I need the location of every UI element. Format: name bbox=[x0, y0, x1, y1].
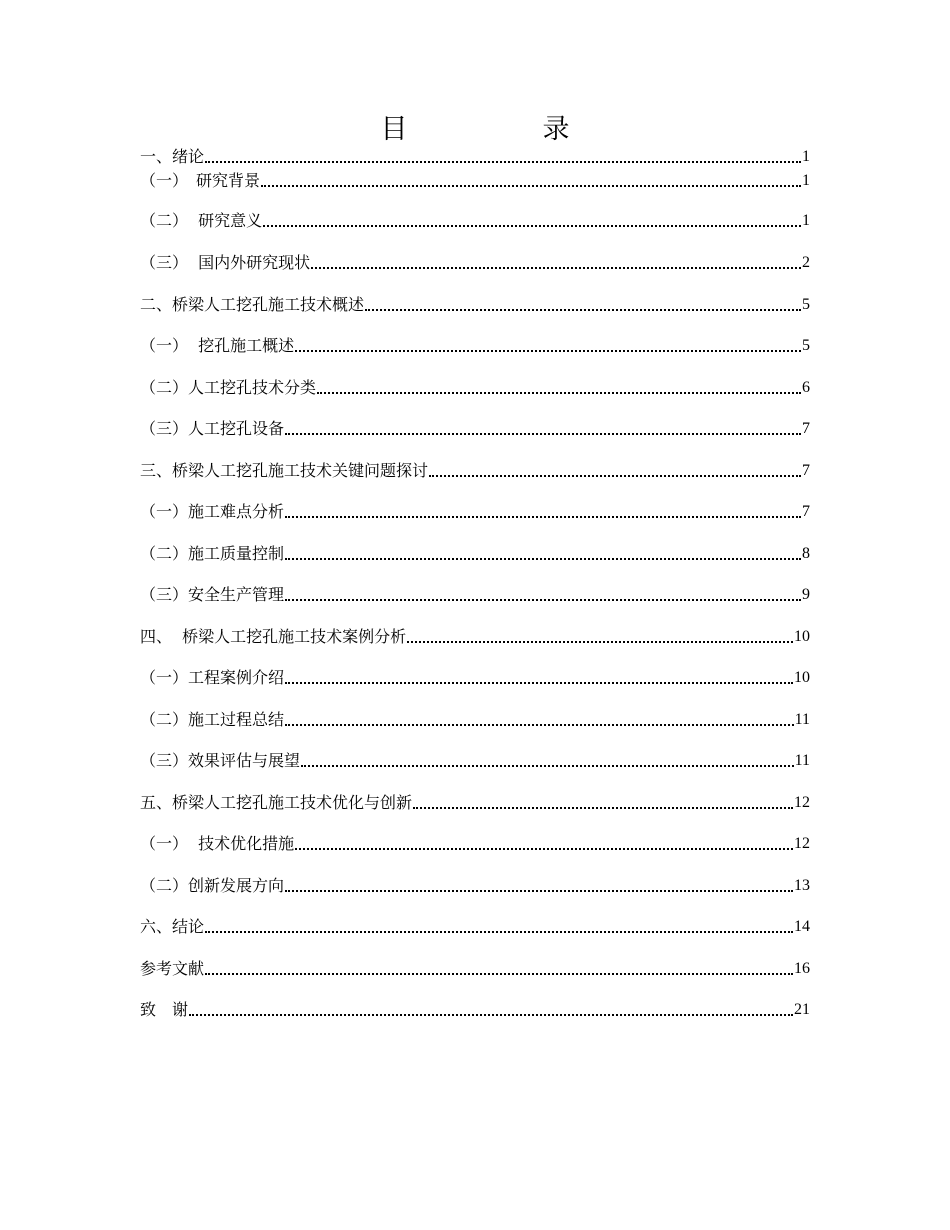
toc-entry-label: （二） 研究意义 bbox=[140, 211, 263, 230]
toc-dot-leader bbox=[284, 667, 794, 689]
toc-entry-page-number: 1 bbox=[802, 212, 810, 229]
toc-entry[interactable] bbox=[140, 170, 810, 192]
toc-entry[interactable] bbox=[140, 501, 810, 523]
toc-entry[interactable] bbox=[140, 792, 810, 814]
toc-dot-leader bbox=[204, 958, 794, 980]
toc-entry[interactable] bbox=[140, 667, 810, 689]
toc-entry-page-number: 11 bbox=[794, 752, 810, 769]
toc-entry[interactable] bbox=[140, 999, 810, 1021]
toc-entry[interactable] bbox=[140, 460, 810, 482]
toc-dot-leader bbox=[284, 418, 802, 440]
toc-entry-page-number: 12 bbox=[794, 794, 810, 811]
toc-entry[interactable] bbox=[140, 916, 810, 938]
toc-dot-leader bbox=[300, 750, 795, 772]
toc-entry-page-number: 21 bbox=[794, 1001, 810, 1018]
toc-entry-label: （一）工程案例介绍 bbox=[140, 668, 285, 687]
toc-entry-label: 一、绪论 bbox=[140, 147, 205, 166]
toc-dot-leader bbox=[284, 584, 802, 606]
toc-dot-leader bbox=[188, 999, 794, 1021]
toc-dot-leader bbox=[284, 709, 795, 731]
toc-entry[interactable] bbox=[140, 584, 810, 606]
toc-entry[interactable] bbox=[140, 210, 810, 232]
toc-entry-label: （二）施工过程总结 bbox=[140, 710, 285, 729]
toc-entry-page-number: 7 bbox=[802, 420, 810, 437]
toc-entry-page-number: 6 bbox=[802, 379, 810, 396]
toc-entry[interactable] bbox=[140, 146, 810, 168]
toc-entry-page-number: 1 bbox=[802, 148, 810, 165]
toc-entry[interactable] bbox=[140, 252, 810, 274]
toc-dot-leader bbox=[204, 916, 794, 938]
toc-entry[interactable] bbox=[140, 543, 810, 565]
toc-entry-page-number: 12 bbox=[794, 835, 810, 852]
toc-entry-label: （一） 挖孔施工概述 bbox=[140, 336, 295, 355]
toc-title: 目 录 bbox=[380, 114, 624, 145]
toc-entry-page-number: 5 bbox=[802, 337, 810, 354]
toc-entry-page-number: 10 bbox=[794, 669, 810, 686]
toc-dot-leader bbox=[310, 252, 802, 274]
toc-entry-label: 三、桥梁人工挖孔施工技术关键问题探讨 bbox=[140, 461, 429, 480]
toc-dot-leader bbox=[294, 335, 802, 357]
toc-dot-leader bbox=[284, 501, 802, 523]
toc-entry-page-number: 2 bbox=[802, 254, 810, 271]
toc-entry[interactable] bbox=[140, 335, 810, 357]
toc-entry-page-number: 7 bbox=[802, 462, 810, 479]
toc-entry-label: 四、 桥梁人工挖孔施工技术案例分析 bbox=[140, 627, 407, 646]
toc-entry-label: 参考文献 bbox=[140, 959, 205, 978]
toc-dot-leader bbox=[260, 170, 802, 192]
toc-entry[interactable] bbox=[140, 750, 810, 772]
toc-entry[interactable] bbox=[140, 294, 810, 316]
toc-dot-leader bbox=[428, 460, 802, 482]
toc-dot-leader bbox=[294, 833, 794, 855]
toc-dot-leader bbox=[406, 626, 794, 648]
toc-entry-page-number: 16 bbox=[794, 960, 810, 977]
toc-entry[interactable] bbox=[140, 833, 810, 855]
toc-entry-label: （一） 技术优化措施 bbox=[140, 834, 295, 853]
toc-entry-label: 致 谢 bbox=[140, 1000, 189, 1019]
toc-entry-label: （二）人工挖孔技术分类 bbox=[140, 378, 317, 397]
toc-entry-label: 五、桥梁人工挖孔施工技术优化与创新 bbox=[140, 793, 413, 812]
toc-dot-leader bbox=[284, 543, 802, 565]
toc-entry-label: 二、桥梁人工挖孔施工技术概述 bbox=[140, 295, 365, 314]
toc-dot-leader bbox=[204, 146, 802, 168]
toc-dot-leader bbox=[412, 792, 794, 814]
toc-entry-label: 六、结论 bbox=[140, 917, 205, 936]
toc-entry-label: （三）安全生产管理 bbox=[140, 585, 285, 604]
toc-entry-page-number: 10 bbox=[794, 628, 810, 645]
toc-dot-leader bbox=[316, 377, 802, 399]
toc-entry-page-number: 9 bbox=[802, 586, 810, 603]
toc-entry[interactable] bbox=[140, 626, 810, 648]
toc-entry-page-number: 5 bbox=[802, 296, 810, 313]
toc-entry-label: （一）施工难点分析 bbox=[140, 502, 285, 521]
toc-entry[interactable] bbox=[140, 958, 810, 980]
toc-entry-label: （三）人工挖孔设备 bbox=[140, 419, 285, 438]
toc-entry-page-number: 11 bbox=[794, 711, 810, 728]
toc-entry-label: （二）施工质量控制 bbox=[140, 544, 285, 563]
toc-dot-leader bbox=[364, 294, 802, 316]
toc-entry[interactable] bbox=[140, 875, 810, 897]
toc-entry-page-number: 13 bbox=[794, 877, 810, 894]
toc-entry[interactable] bbox=[140, 709, 810, 731]
toc-entry-label: （二）创新发展方向 bbox=[140, 876, 285, 895]
toc-entry-page-number: 1 bbox=[802, 172, 810, 189]
toc-dot-leader bbox=[284, 875, 794, 897]
toc-entry-page-number: 14 bbox=[794, 918, 810, 935]
toc-entry-label: （三） 国内外研究现状 bbox=[140, 253, 311, 272]
toc-entry[interactable] bbox=[140, 377, 810, 399]
toc-entry-label: （三）效果评估与展望 bbox=[140, 751, 301, 770]
toc-entry-page-number: 8 bbox=[802, 545, 810, 562]
toc-entry-label: （一） 研究背景 bbox=[140, 171, 261, 190]
toc-entry-page-number: 7 bbox=[802, 503, 810, 520]
toc-dot-leader bbox=[262, 210, 802, 232]
toc-entry[interactable] bbox=[140, 418, 810, 440]
